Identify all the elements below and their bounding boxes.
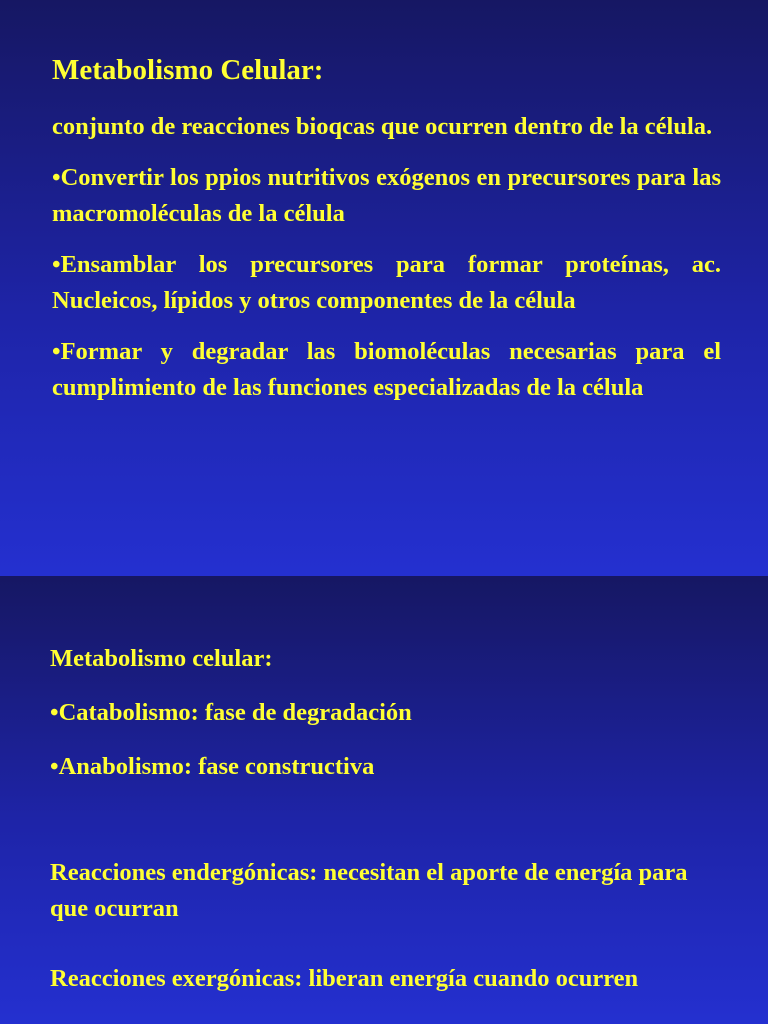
- slide1-definition: conjunto de reacciones bioqcas que ocurren dentro de la célula.: [52, 113, 713, 140]
- slide2-title: Metabolismo celular:: [50, 645, 273, 672]
- slide1-bullet-ensamblar: •Ensamblar los precursores para formar proteínas, ac. Nucleicos, lípidos y otros componentes de la célula: [52, 250, 721, 314]
- slide2-endergonicas: Reacciones endergónicas: necesitan el aporte de energía para que ocurran: [50, 859, 688, 922]
- slide-metabolismo-fases: [0, 576, 768, 1024]
- slide1-bullet-formar: •Formar y degradar las biomoléculas necesarias para el cumplimiento de las funciones especializadas de la célula: [52, 337, 721, 401]
- slide2-exergonicas: Reacciones exergónicas: liberan energía cuando ocurren: [50, 965, 639, 992]
- slide1-title: Metabolismo Celular:: [52, 54, 324, 86]
- slide1-bullet-convertir: •Convertir los ppios nutritivos exógenos en precursores para las macromoléculas de la célula: [52, 163, 721, 227]
- slide2-body: [50, 641, 690, 997]
- slide2-bullet-anabolismo: •Anabolismo: fase constructiva: [50, 753, 375, 780]
- slide2-bullet-catabolismo: •Catabolismo: fase de degradación: [50, 699, 412, 726]
- slide1-body: [52, 109, 721, 421]
